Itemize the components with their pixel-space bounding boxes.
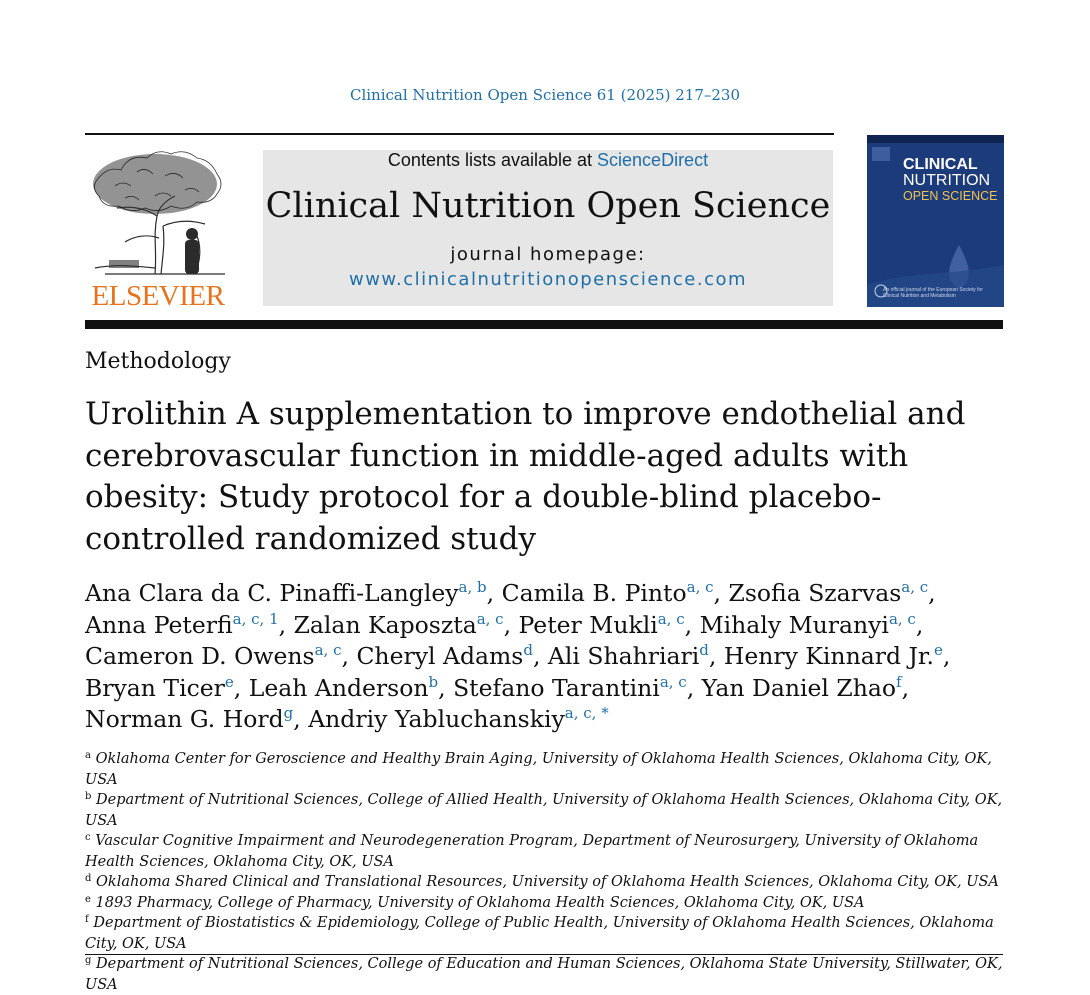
- author-name: Norman G. Hord: [85, 705, 284, 733]
- journal-citation[interactable]: Clinical Nutrition Open Science 61 (2025) 217–230: [349, 86, 741, 104]
- author-name: Cheryl Adams: [356, 642, 524, 670]
- cover-title-line1: CLINICAL: [903, 156, 978, 173]
- journal-banner: [263, 150, 833, 306]
- author-affiliation-link[interactable]: a, b: [458, 578, 487, 596]
- paper-title: Urolithin A supplementation to improve endothelial and cerebrovascular function in middle-aged adults with obesity: Study protocol for a double-blind placebo-controlled randomized study: [85, 396, 966, 557]
- author-list: Ana Clara da C. Pinaffi-Langley$^{a, b}$, Camila B. Pinto$^{a, c}$, Zsofia Szarvas$^{a, c}$, Anna Peterfi$^{a, c, 1}$, Zalan Kaposzta$^{a, c}$, Peter Mukli$^{a, c}$, Mihaly Muranyi$^{a, c}$, Cameron D. Owens$^{a, c}$, Cheryl Adams$^d$, Ali Shahriari$^d$, Henry Kinnard Jr.$^e$, Bryan Ticer$^e$, Leah Anderson$^b$, Stefano Tarantini$^{a, c}$, Yan Daniel Zhao$^f$, Norman G. Hord$^g$, Andriy Yabluchanskiy$^{a, c, *}$: [85, 578, 951, 733]
- author-affiliation-link[interactable]: b: [428, 672, 439, 691]
- author-name: Ali Shahriari: [547, 642, 700, 670]
- affiliation-key: c: [85, 832, 91, 843]
- author-name: Leah Anderson: [248, 673, 429, 702]
- author-name: Peter Mukli: [518, 610, 658, 639]
- author-affiliation-link[interactable]: a, c: [888, 609, 916, 628]
- elsevier-tree-icon: [85, 150, 231, 278]
- header-top-rule: [85, 133, 834, 135]
- affiliation-text: Department of Biostatistics & Epidemiology, College of Public Health, University of Oklahoma Health Sciences, Oklahoma City, OK, USA: [85, 915, 994, 952]
- journal-cover[interactable]: [867, 135, 1004, 307]
- author-affiliation-link[interactable]: a, c: [657, 609, 685, 628]
- author-affiliation-link[interactable]: a, c: [901, 578, 929, 596]
- author-affiliation-link[interactable]: f: [896, 672, 902, 691]
- affiliation-text: Oklahoma Center for Geroscience and Healthy Brain Aging, University of Oklahoma Health Sciences, Oklahoma City, OK, USA: [85, 751, 992, 788]
- author-name: Ana Clara da C. Pinaffi-Langley: [85, 579, 459, 607]
- author-affiliation-link[interactable]: g: [283, 704, 294, 722]
- author-affiliation-link[interactable]: a, c: [314, 641, 342, 659]
- author-affiliation-link[interactable]: a, c: [659, 672, 687, 691]
- affiliation-text: Department of Nutritional Sciences, College of Allied Health, University of Oklahoma Health Sciences, Oklahoma City, OK, USA: [85, 792, 1003, 829]
- affiliation-key: d: [85, 873, 92, 884]
- affiliation-key: e: [85, 893, 91, 905]
- author-name: Camila B. Pinto: [501, 579, 687, 607]
- affiliation-item: [85, 913, 1005, 954]
- affiliation-item: [85, 831, 1005, 872]
- article-section-type: Methodology: [85, 349, 231, 374]
- affiliations-bottom-rule: [85, 954, 1003, 955]
- author-name: Stefano Tarantini: [453, 673, 660, 702]
- affiliation-key: a: [85, 750, 91, 761]
- author-name: Zalan Kaposzta: [293, 610, 477, 639]
- homepage-label: journal homepage:: [450, 244, 646, 265]
- author-affiliation-link[interactable]: d: [523, 641, 533, 659]
- elsevier-logo[interactable]: [85, 150, 231, 312]
- affiliation-key: b: [85, 791, 92, 802]
- author-affiliation-link[interactable]: a, c: [686, 578, 714, 596]
- header-bottom-rule: [85, 320, 1003, 329]
- author-affiliation-link[interactable]: a, c: [476, 609, 504, 628]
- affiliation-text: 1893 Pharmacy, College of Pharmacy, University of Oklahoma Health Sciences, Oklahoma City, OK, USA: [95, 894, 865, 911]
- author-name: Mihaly Muranyi: [699, 610, 889, 639]
- affiliation-item: [85, 749, 1005, 790]
- author-name: Henry Kinnard Jr.: [723, 642, 935, 670]
- author-affiliation-link[interactable]: a, c, 1: [232, 609, 279, 628]
- contents-prefix: Contents lists available at: [387, 150, 598, 170]
- affiliation-item: [85, 872, 1005, 893]
- affiliation-key: g: [85, 955, 92, 966]
- affiliation-text: Vascular Cognitive Impairment and Neurodegeneration Program, Department of Neurosurgery, University of Oklahoma Health Sciences, Oklahoma City, OK, USA: [85, 833, 979, 870]
- author-name: Bryan Ticer: [85, 673, 225, 702]
- cover-foot-text: An official journal of the European Society for Clinical Nutrition and Metabolism: [883, 287, 983, 299]
- affiliation-key: f: [85, 914, 89, 925]
- elsevier-wordmark: ELSEVIER: [91, 280, 225, 312]
- author-name: Zsofia Szarvas: [728, 579, 902, 607]
- author-name: Anna Peterfi: [85, 610, 233, 639]
- cover-title-line2: NUTRITION: [903, 172, 991, 189]
- affiliation-item: [85, 954, 1005, 995]
- author-affiliation-link[interactable]: e: [934, 641, 943, 659]
- author-name: Cameron D. Owens: [85, 642, 315, 670]
- contents-line: [263, 150, 833, 171]
- affiliation-text: Department of Nutritional Sciences, College of Education and Human Sciences, Oklahoma State University, Stillwater, OK, USA: [85, 956, 1003, 993]
- author-affiliation-link[interactable]: d: [699, 641, 709, 659]
- author-name: Andriy Yabluchanskiy: [308, 705, 565, 733]
- cover-title-line3: OPEN SCIENCE: [903, 189, 998, 203]
- sciencedirect-link[interactable]: ScienceDirect: [597, 150, 709, 170]
- affiliation-item: [85, 790, 1005, 831]
- author-affiliation-link[interactable]: e: [224, 672, 234, 691]
- affiliation-item: [85, 893, 1005, 914]
- author-affiliation-link[interactable]: a, c, *: [564, 704, 609, 722]
- cover-title: [903, 157, 1003, 204]
- journal-homepage-link[interactable]: www.clinicalnutritionopenscience.com: [348, 269, 748, 290]
- affiliation-list: [85, 749, 1005, 995]
- journal-title: Clinical Nutrition Open Science: [265, 186, 831, 226]
- author-name: Yan Daniel Zhao: [701, 673, 896, 702]
- affiliation-text: Oklahoma Shared Clinical and Translational Resources, University of Oklahoma Health Sciences, Oklahoma City, OK, USA: [96, 874, 999, 890]
